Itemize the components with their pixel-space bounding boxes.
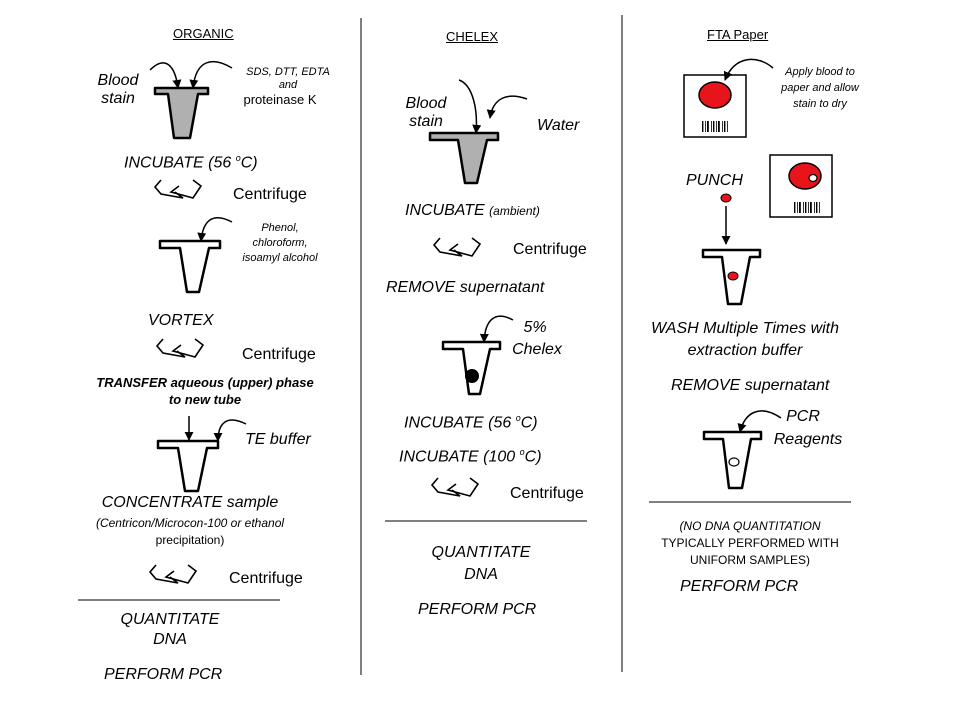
centrifuge-icon — [155, 180, 201, 198]
organic-reagents-line1: SDS, DTT, EDTA — [246, 66, 330, 78]
organic-concentrate-note-line2: precipitation) — [155, 533, 225, 547]
chelex-incubate-56: INCUBATE (56 $^o$C) — [404, 413, 538, 432]
fta-card-icon — [770, 155, 832, 217]
chelex-blood-stain-label: Blood stain — [405, 95, 447, 131]
chelex-header: CHELEX — [446, 29, 499, 44]
organic-transfer-line1: TRANSFER aqueous (upper) phase — [96, 375, 314, 390]
organic-quantitate-line2: DNA — [153, 631, 187, 648]
arrow-icon — [218, 420, 246, 441]
chelex-chelex-label: Chelex — [512, 341, 562, 358]
fta-remove-supernatant: REMOVE supernatant — [671, 377, 830, 394]
fta-apply-line1: Apply blood to — [785, 66, 855, 78]
organic-transfer-line2: to new tube — [168, 392, 242, 407]
chelex-quantitate-line2: DNA — [464, 566, 498, 583]
organic-phenol-line3: isoamyl alcohol — [242, 252, 318, 264]
arrow-icon — [150, 63, 178, 88]
fta-perform-pcr: PERFORM PCR — [680, 578, 799, 595]
organic-concentrate-note-line1: (Centricon/Microcon-100 or ethanol — [95, 516, 285, 530]
tube-icon — [430, 133, 498, 183]
fta-pcr-reagents-line1: PCR — [786, 408, 820, 425]
organic-perform-pcr: PERFORM PCR — [104, 666, 223, 683]
tube-icon — [158, 441, 218, 491]
fta-pcr-reagents-line2: Reagents — [773, 431, 843, 448]
centrifuge-icon — [434, 238, 480, 256]
fta-apply-line3: stain to dry — [793, 98, 847, 110]
chelex-percent-label: 5% — [523, 319, 547, 336]
fta-wash-line1: WASH Multiple Times with — [650, 320, 840, 337]
centrifuge-icon — [157, 339, 203, 357]
arrow-icon — [193, 62, 232, 88]
organic-incubate-label: INCUBATE (56 $^o$C) — [124, 153, 258, 172]
centrifuge-icon — [150, 565, 196, 583]
organic-reagents-line3: proteinase K — [243, 92, 317, 107]
organic-te-buffer-label: TE buffer — [245, 431, 311, 448]
chelex-centrifuge-label-2: Centrifuge — [510, 485, 584, 502]
chelex-incubate-label: INCUBATE (ambient) — [405, 202, 540, 219]
arrow-icon — [459, 80, 476, 133]
fta-header: FTA Paper — [707, 27, 769, 42]
organic-centrifuge-label-2: Centrifuge — [242, 346, 316, 363]
tube-icon — [443, 342, 500, 394]
chelex-incubate-100: INCUBATE (100 $^o$C) — [399, 447, 542, 466]
fta-note-line3: UNIFORM SAMPLES) — [689, 553, 810, 567]
chelex-remove-supernatant: REMOVE supernatant — [386, 279, 545, 296]
punch-disc — [721, 194, 731, 202]
organic-phenol-line1: Phenol, — [261, 222, 299, 234]
tube-icon — [160, 241, 220, 292]
fta-note-line2: TYPICALLY PERFORMED WITH — [661, 536, 839, 550]
chelex-centrifuge-label-1: Centrifuge — [513, 241, 587, 258]
organic-vortex-label: VORTEX — [148, 312, 214, 329]
arrow-icon — [490, 96, 527, 118]
organic-reagents-line2: and — [278, 79, 298, 91]
organic-blood-stain-label: Blood stain — [97, 72, 139, 108]
fta-wash-line2: extraction buffer — [687, 342, 803, 359]
fta-apply-line2: paper and allow — [781, 82, 859, 94]
organic-centrifuge-label-1: Centrifuge — [233, 186, 307, 203]
organic-phenol-line2: chloroform, — [252, 237, 308, 249]
chelex-perform-pcr: PERFORM PCR — [418, 601, 537, 618]
centrifuge-icon — [432, 478, 478, 496]
organic-centrifuge-label-3: Centrifuge — [229, 570, 303, 587]
chelex-quantitate-line1: QUANTITATE — [431, 544, 531, 561]
fta-card-icon — [684, 75, 746, 137]
organic-concentrate-label: CONCENTRATE sample — [101, 494, 279, 511]
fta-punch-label: PUNCH — [686, 172, 743, 189]
organic-header: ORGANIC — [173, 26, 234, 41]
tube-icon — [155, 88, 208, 138]
tube-icon — [704, 432, 761, 488]
fta-note-line1: (NO DNA QUANTITATION — [679, 519, 821, 533]
chelex-water-label: Water — [537, 117, 580, 134]
organic-quantitate-line1: QUANTITATE — [120, 611, 220, 628]
tube-icon — [703, 250, 760, 304]
